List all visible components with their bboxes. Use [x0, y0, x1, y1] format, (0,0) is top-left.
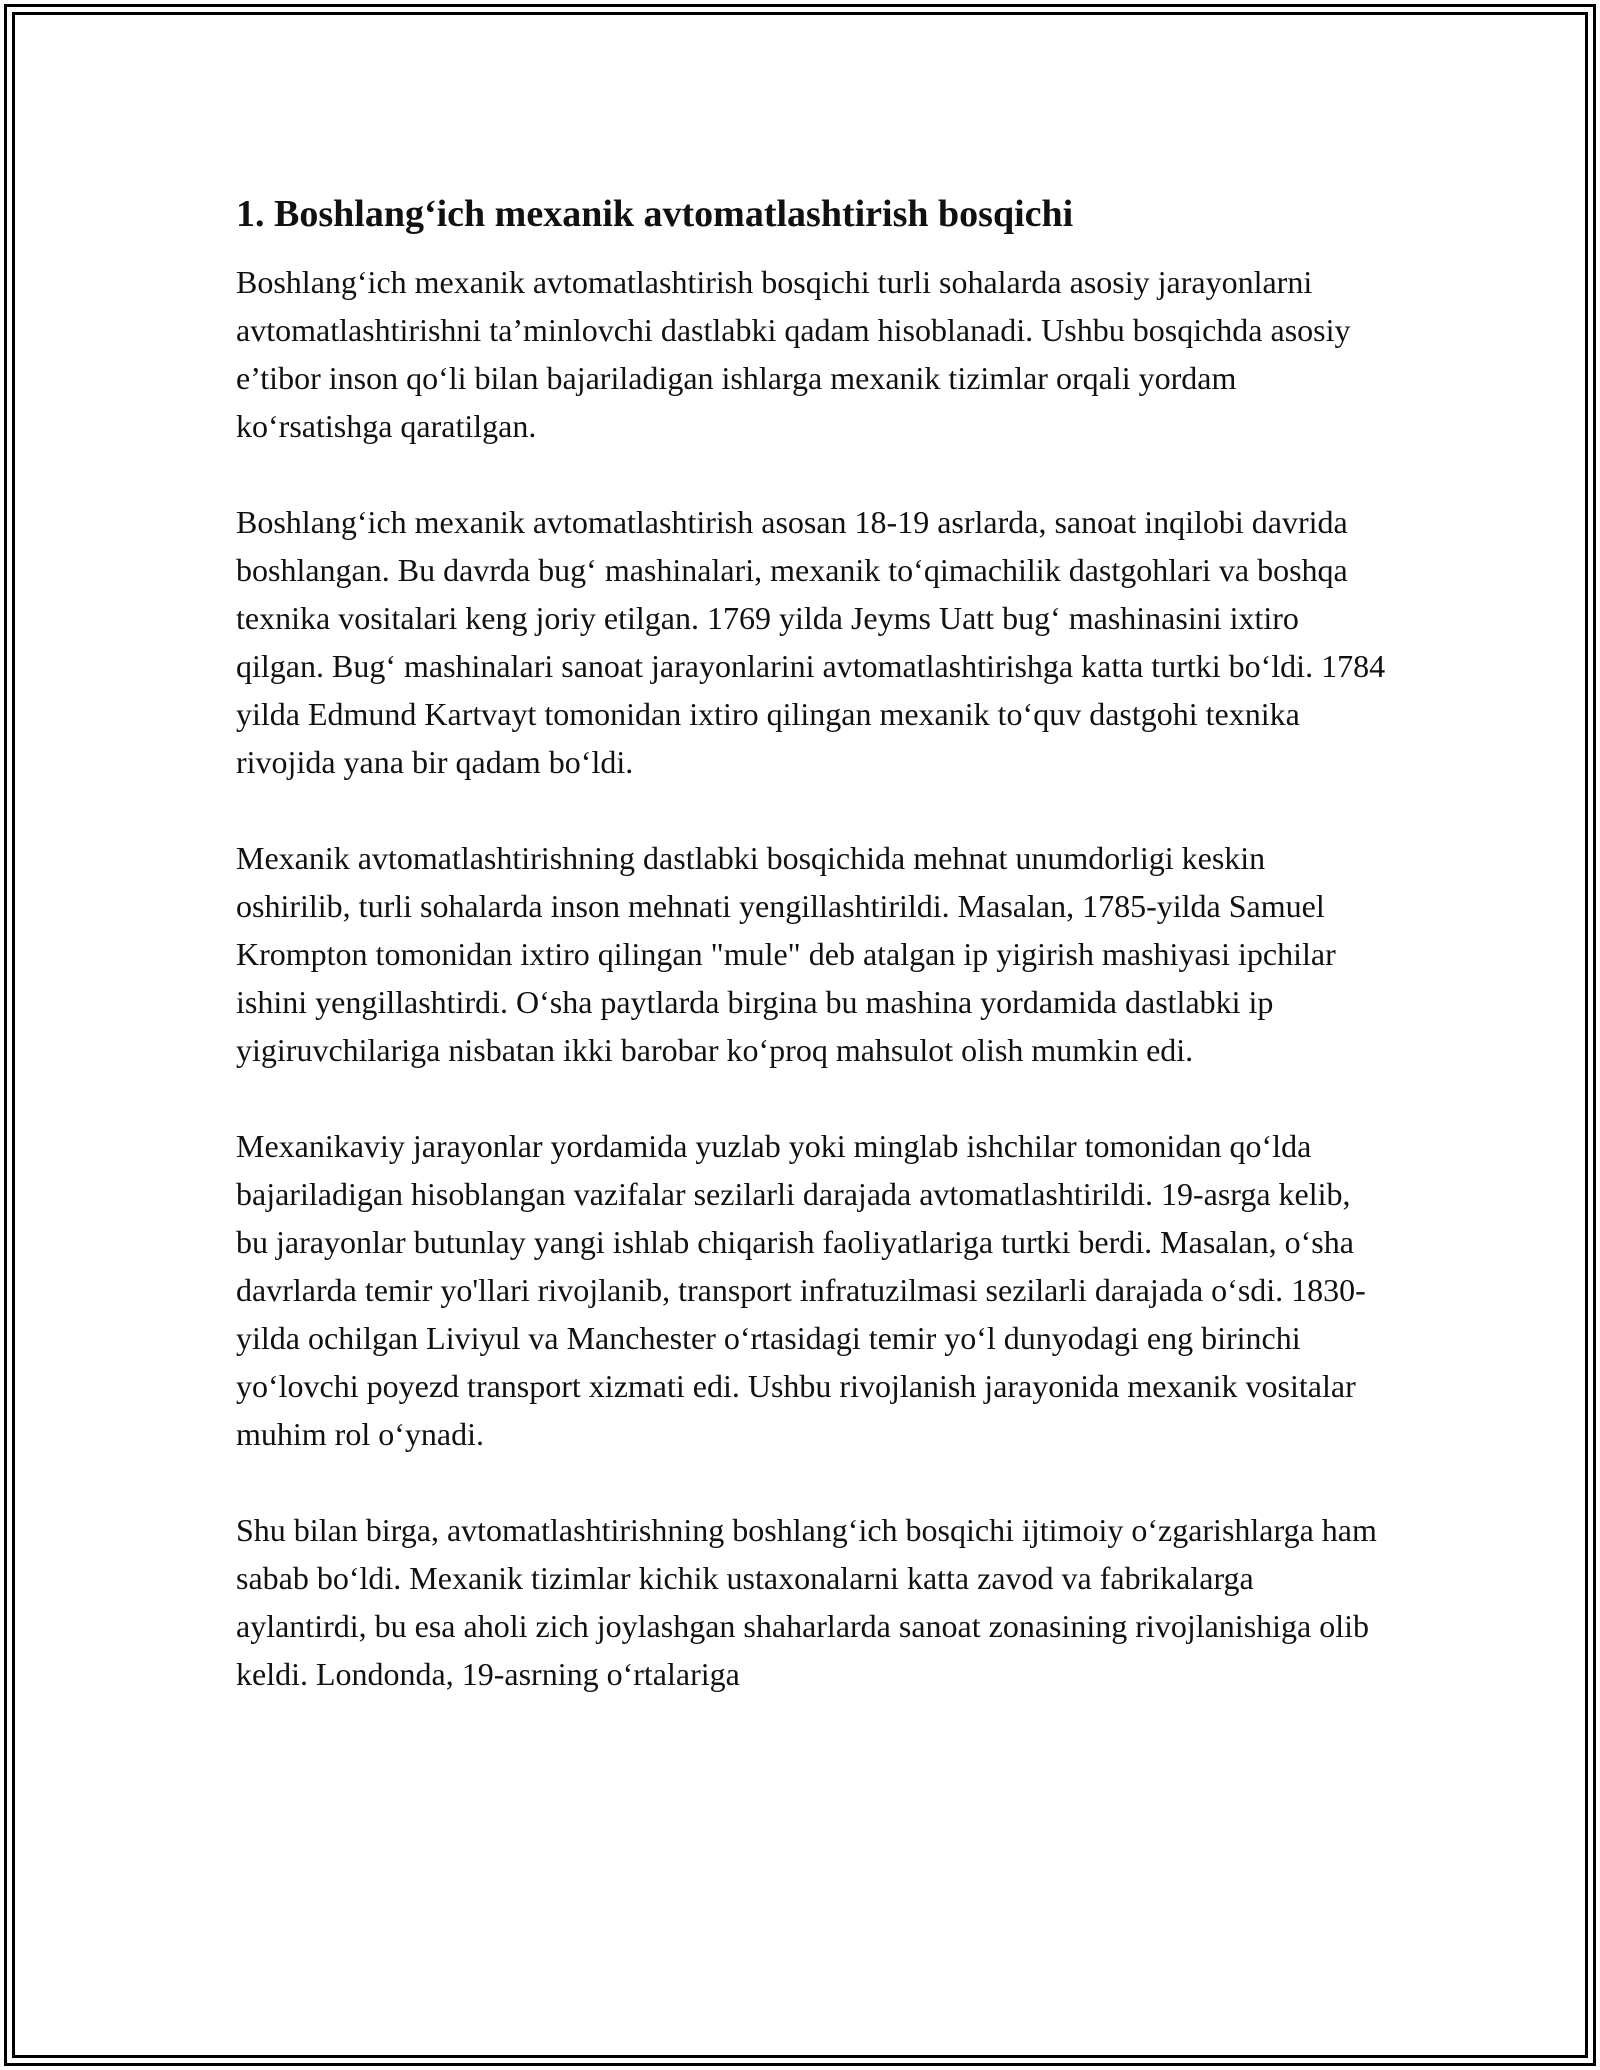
paragraph-2: Boshlang‘ich mexanik avtomatlashtirish asosan 18-19 asrlarda, sanoat inqilobi davrida boshlangan. Bu davrda bug‘ mashinalari, mexanik to‘qimachilik dastgohlari va boshqa texnika vositalari keng joriy etilgan. 1769 yilda Jeyms Uatt bug‘ mashinasini ixtiro qilgan. Bug‘ mashinalari sanoat jarayonlarini avtomatlashtirishga katta turtki bo‘ldi. 1784 yilda Edmund Kartvayt tomonidan ixtiro qilingan mexanik to‘quv dastgohi texnika rivojida yana bir qadam bo‘ldi.	[236, 504, 1386, 780]
paragraph-1: Boshlang‘ich mexanik avtomatlashtirish bosqichi turli sohalarda asosiy jarayonlarni avtomatlashtirishni ta’minlovchi dastlabki qadam hisoblanadi. Ushbu bosqichda asosiy e’tibor inson qo‘li bilan bajariladigan ishlarga mexanik tizimlar orqali yordam ko‘rsatishga qaratilgan.	[236, 264, 1351, 444]
paragraph-3: Mexanik avtomatlashtirishning dastlabki bosqichida mehnat unumdorligi keskin oshirilib, turli sohalarda inson mehnati yengillashtirildi. Masalan, 1785-yilda Samuel Krompton tomonidan ixtiro qilingan "mule" deb atalgan ip yigirish mashiyasi ipchilar ishini yengillashtirdi. O‘sha paytlarda birgina bu mashina yordamida dastlabki ip yigiruvchilariga nisbatan ikki barobar ko‘proq mahsulot olish mumkin edi.	[236, 840, 1336, 1068]
paragraph-5: Shu bilan birga, avtomatlashtirishning boshlang‘ich bosqichi ijtimoiy o‘zgarishlarga ham sabab bo‘ldi. Mexanik tizimlar kichik ustaxonalarni katta zavod va fabrikalarga aylantirdi, bu esa aholi zich joylashgan shaharlarda sanoat zonasining rivojlanishiga olib keldi. Londonda, 19-asrning o‘rtalariga	[236, 1512, 1377, 1692]
section-heading: 1. Boshlang‘ich mexanik avtomatlashtirish bosqichi	[236, 193, 1074, 235]
document-body	[236, 186, 1386, 1698]
paragraph-4: Mexanikaviy jarayonlar yordamida yuzlab yoki minglab ishchilar tomonidan qo‘lda bajariladigan hisoblangan vazifalar sezilarli darajada avtomatlashtirildi. 19-asrga kelib, bu jarayonlar butunlay yangi ishlab chiqarish faoliyatlariga turtki berdi. Masalan, o‘sha davrlarda temir yo'llari rivojlanib, transport infratuzilmasi sezilarli darajada o‘sdi. 1830-yilda ochilgan Liviyul va Manchester o‘rtasidagi temir yo‘l dunyodagi eng birinchi yo‘lovchi poyezd transport xizmati edi. Ushbu rivojlanish jarayonida mexanik vositalar muhim rol o‘ynadi.	[236, 1128, 1366, 1452]
